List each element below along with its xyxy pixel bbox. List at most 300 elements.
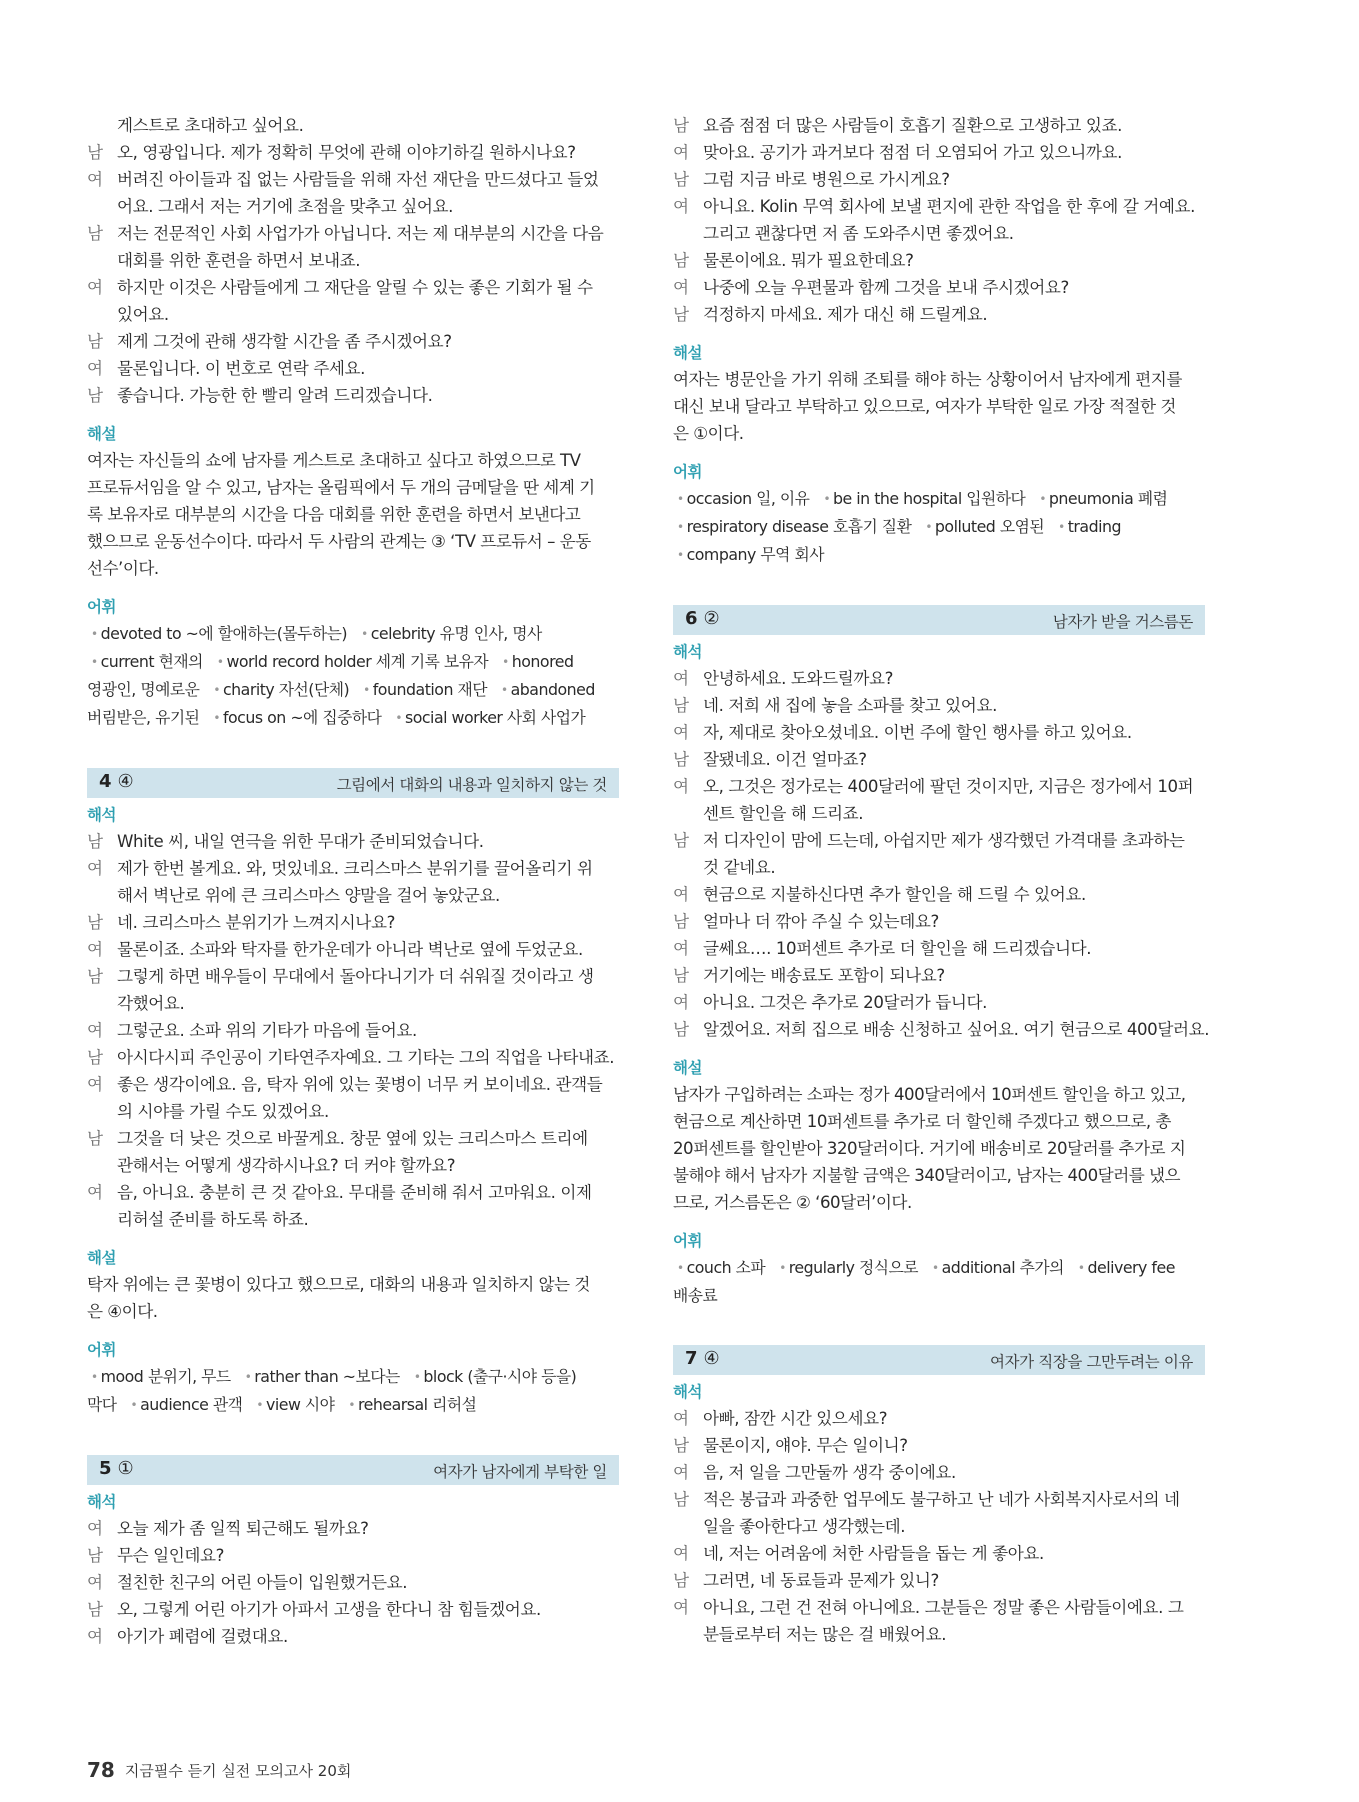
vocab-item: abandoned: [510, 680, 595, 699]
speaker-label: 여: [87, 170, 103, 189]
dialogue-text: 그렇게 하면 배우들이 무대에서 돌아다니기가 더 쉬워질 것이라고 생: [117, 967, 594, 986]
dialogue-line: [673, 935, 1205, 962]
vocab-item: company 무역 회사: [686, 545, 824, 564]
vocab-item: charity 자선(단체): [222, 680, 350, 699]
dialogue-text: 하지만 이것은 사람들에게 그 재단을 알릴 수 있는 좋은 기회가 될 수: [117, 278, 593, 297]
dialogue-line: [87, 355, 619, 382]
q5-explanation: [673, 366, 1205, 447]
dialogue-text: 음, 저 일을 그만둘까 생각 중이에요.: [703, 1463, 956, 1482]
vocab-item: delivery fee: [1087, 1258, 1175, 1277]
dialogue-text: 요즘 점점 더 많은 사람들이 호흡기 질환으로 고생하고 있죠.: [703, 116, 1122, 135]
q4-translation-heading: 해석: [87, 806, 116, 824]
dialogue-text: 오늘 제가 좀 일찍 퇴근해도 될까요?: [117, 1519, 369, 1538]
dialogue-text: 리허설 준비를 하도록 하죠.: [117, 1210, 309, 1229]
speaker-label: 남: [673, 251, 689, 270]
dialogue-text: 버려진 아이들과 집 없는 사람들을 위해 자선 재단을 만드셨다고 들었: [117, 170, 599, 189]
q3-dialogue: [87, 112, 619, 409]
question-title: 여자가 남자에게 부탁한 일: [433, 1463, 607, 1481]
vocab-item: 막다: [87, 1395, 117, 1414]
speaker-label: 여: [673, 939, 689, 958]
speaker-label: 여: [87, 1573, 103, 1592]
speaker-label: 여: [673, 723, 689, 742]
dialogue-text: 그리고 괜찮다면 저 좀 도와주시면 좋겠어요.: [703, 224, 1014, 243]
vocab-item: honored: [511, 652, 574, 671]
dialogue-text: 적은 봉급과 과중한 업무에도 불구하고 난 네가 사회복지사로서의 네: [703, 1490, 1180, 1509]
dialogue-line: [87, 1125, 619, 1152]
speaker-label: 여: [673, 278, 689, 297]
dialogue-line: [87, 828, 619, 855]
explanation-line: 했으므로 운동선수이다. 따라서 두 사람의 관계는 ③ ‘TV 프로듀서 – 운동: [87, 532, 591, 551]
vocab-item: polluted 오염된: [934, 517, 1045, 536]
dialogue-line: [87, 382, 619, 409]
question-number: 5 ①: [99, 1458, 134, 1479]
dialogue-line: [673, 1567, 1205, 1594]
dialogue-line: [673, 1486, 1205, 1513]
explanation-line: 여자는 자신들의 쇼에 남자를 게스트로 초대하고 싶다고 하였으므로 TV: [87, 451, 581, 470]
dialogue-text: 그것을 더 낮은 것으로 바꿀게요. 창문 옆에 있는 크리스마스 트리에: [117, 1129, 588, 1148]
dialogue-text: 음, 아니요. 충분히 큰 것 같아요. 무대를 준비해 줘서 고마워요. 이제: [117, 1183, 592, 1202]
right-column: [673, 112, 1210, 1648]
bullet-icon: •: [363, 683, 370, 697]
q3-explanation: [87, 447, 619, 582]
dialogue-text: 제게 그것에 관해 생각할 시간을 좀 주시겠어요?: [117, 332, 452, 351]
q3-vocab-heading: 어휘: [87, 598, 116, 616]
dialogue-line: [87, 166, 619, 193]
dialogue-text: 대회를 위한 훈련을 하면서 보내죠.: [117, 251, 361, 270]
dialogue-text: 물론이에요. 뭐가 필요한데요?: [703, 251, 914, 270]
dialogue-line: [673, 1405, 1205, 1432]
bullet-icon: •: [256, 1398, 263, 1412]
speaker-label: 남: [87, 1600, 103, 1619]
dialogue-line: [673, 1016, 1210, 1043]
vocab-item: devoted to ~에 할애하는(몰두하는): [100, 624, 348, 643]
dialogue-text: 무슨 일인데요?: [117, 1546, 225, 1565]
dialogue-text: 잘됐네요. 이건 얼마죠?: [703, 750, 867, 769]
explanation-line: 대신 보내 달라고 부탁하고 있으므로, 여자가 부탁한 일로 가장 적절한 것: [673, 397, 1176, 416]
dialogue-line: [87, 936, 619, 963]
explanation-line: 선수’이다.: [87, 559, 159, 578]
dialogue-line: [673, 1459, 1205, 1486]
bullet-icon: •: [677, 492, 684, 506]
dialogue-text: 자, 제대로 찾아오셨네요. 이번 주에 할인 행사를 하고 있어요.: [703, 723, 1132, 742]
speaker-label: 여: [87, 278, 103, 297]
bullet-icon: •: [213, 711, 220, 725]
speaker-label: 남: [673, 831, 689, 850]
vocab-item: trading: [1067, 517, 1122, 536]
vocab-item: world record holder 세계 기록 보유자: [226, 652, 489, 671]
dialogue-text: 좋습니다. 가능한 한 빨리 알려 드리겠습니다.: [117, 386, 433, 405]
dialogue-line: [87, 328, 619, 355]
dialogue-line: [673, 719, 1205, 746]
q6-explanation: [673, 1081, 1205, 1216]
vocab-item: current 현재의: [100, 652, 203, 671]
speaker-label: 여: [87, 1519, 103, 1538]
dialogue-text: 오, 영광입니다. 제가 정확히 무엇에 관해 이야기하길 원하시나요?: [117, 143, 576, 162]
vocab-item: mood 분위기, 무드: [100, 1367, 231, 1386]
bullet-icon: •: [1077, 1261, 1085, 1275]
explanation-line: 므로, 거스름돈은 ② ‘60달러’이다.: [673, 1193, 912, 1212]
speaker-label: 남: [673, 966, 689, 985]
dialogue-text: 의 시야를 가릴 수도 있겠어요.: [117, 1102, 329, 1121]
dialogue-line: [87, 1098, 619, 1125]
speaker-label: 여: [673, 197, 689, 216]
bullet-icon: •: [925, 520, 932, 534]
dialogue-line: [87, 193, 619, 220]
vocab-item: pneumonia 폐렴: [1048, 489, 1168, 508]
q4-explanation: [87, 1271, 619, 1325]
bullet-icon: •: [677, 548, 684, 562]
explanation-line: 탁자 위에는 큰 꽃병이 있다고 했으므로, 대화의 내용과 일치하지 않는 것: [87, 1275, 590, 1294]
vocab-item: regularly 정식으로: [788, 1258, 919, 1277]
dialogue-text: 물론이지, 얘야. 무슨 일이니?: [703, 1436, 908, 1455]
dialogue-line: [673, 746, 1205, 773]
dialogue-text: White 씨, 내일 연극을 위한 무대가 준비되었습니다.: [117, 832, 484, 851]
q5-vocab: [673, 485, 1205, 569]
bullet-icon: •: [91, 627, 98, 641]
speaker-label: 여: [87, 1075, 103, 1094]
dialogue-line: [673, 773, 1205, 800]
explanation-line: 여자는 병문안을 가기 위해 조퇴를 해야 하는 상황이어서 남자에게 편지를: [673, 370, 1182, 389]
speaker-label: 여: [673, 143, 689, 162]
dialogue-text: 오, 그것은 정가로는 400달러에 팔던 것이지만, 지금은 정가에서 10퍼: [703, 777, 1194, 796]
answer-mark: ④: [703, 1348, 720, 1369]
dialogue-text: 물론입니다. 이 번호로 연락 주세요.: [117, 359, 366, 378]
dialogue-line: [673, 1513, 1205, 1540]
dialogue-text: 저는 전문적인 사회 사업가가 아닙니다. 저는 제 대부분의 시간을 다음: [117, 224, 604, 243]
question-7-header: [673, 1345, 1205, 1375]
dialogue-line: [87, 909, 619, 936]
vocab-item: block (출구·시야 등을): [423, 1367, 577, 1386]
speaker-label: 남: [87, 143, 103, 162]
dialogue-text: 얼마나 더 깎아 주실 수 있는데요?: [703, 912, 939, 931]
dialogue-text: 물론이죠. 소파와 탁자를 한가운데가 아니라 벽난로 옆에 두었군요.: [117, 940, 583, 959]
vocab-item: audience 관객: [140, 1395, 243, 1414]
q5-explanation-heading: 해설: [673, 344, 702, 362]
dialogue-text: 아니요. 그것은 추가로 20달러가 듭니다.: [703, 993, 988, 1012]
speaker-label: 여: [87, 359, 103, 378]
speaker-label: 여: [87, 1021, 103, 1040]
bullet-icon: •: [348, 1398, 355, 1412]
dialogue-text: 있어요.: [117, 305, 169, 324]
speaker-label: 남: [87, 386, 103, 405]
question-title: 남자가 받을 거스름돈: [1052, 613, 1193, 631]
speaker-label: 남: [673, 305, 689, 324]
q5-dialogue-cont: [673, 112, 1205, 328]
vocab-line: [673, 513, 1205, 541]
dialogue-text: 맞아요. 공기가 과거보다 점점 더 오염되어 가고 있으니까요.: [703, 143, 1122, 162]
dialogue-line: [673, 1432, 1205, 1459]
dialogue-text: 좋은 생각이에요. 음, 탁자 위에 있는 꽃병이 너무 커 보이네요. 관객들: [117, 1075, 603, 1094]
vocab-item: occasion 일, 이유: [686, 489, 810, 508]
speaker-label: 여: [87, 1627, 103, 1646]
dialogue-line: [673, 989, 1205, 1016]
bullet-icon: •: [932, 1261, 939, 1275]
explanation-line: 현금으로 계산하면 10퍼센트를 추가로 더 할인해 주겠다고 했으므로, 총: [673, 1112, 1171, 1131]
dialogue-text: 네. 크리스마스 분위기가 느껴지시나요?: [117, 913, 395, 932]
vocab-item: foundation 재단: [372, 680, 487, 699]
bullet-icon: •: [779, 1261, 786, 1275]
dialogue-line: [87, 1596, 619, 1623]
vocab-line: [87, 1391, 619, 1419]
explanation-line: 록 보유자로 대부분의 시간을 다음 대회를 위한 훈련을 하면서 보낸다고: [87, 505, 581, 524]
question-title: 그림에서 대화의 내용과 일치하지 않는 것: [336, 776, 607, 794]
answer-mark: ①: [117, 1458, 134, 1479]
dialogue-text: 네, 저는 어려움에 처한 사람들을 돕는 게 좋아요.: [703, 1544, 1044, 1563]
dialogue-text: 거기에는 배송료도 포함이 되나요?: [703, 966, 945, 985]
dialogue-line: [673, 247, 1205, 274]
q6-vocab: [673, 1254, 1205, 1309]
vocab-item: additional 추가의: [941, 1258, 1064, 1277]
explanation-line: 20퍼센트를 할인받아 320달러이다. 거기에 배송비로 20달러를 추가로 지: [673, 1139, 1186, 1158]
speaker-label: 여: [673, 1463, 689, 1482]
bullet-icon: •: [213, 683, 220, 697]
answer-mark: ②: [703, 608, 720, 629]
dialogue-line: [87, 855, 619, 882]
bullet-icon: •: [677, 1261, 684, 1275]
dialogue-line: [673, 908, 1205, 935]
vocab-line: [673, 485, 1205, 513]
speaker-label: 남: [673, 116, 689, 135]
q5-translation-heading: 해석: [87, 1493, 116, 1511]
bullet-icon: •: [1058, 520, 1065, 534]
dialogue-text: 일을 좋아한다고 생각했는데.: [703, 1517, 906, 1536]
vocab-item: social worker 사회 사업가: [404, 708, 586, 727]
dialogue-line: [87, 139, 619, 166]
speaker-label: 여: [87, 859, 103, 878]
dialogue-line: [673, 193, 1205, 220]
speaker-label: 남: [673, 1571, 689, 1590]
vocab-line: [87, 1363, 619, 1391]
dialogue-line: [87, 990, 619, 1017]
dialogue-line: [673, 962, 1205, 989]
dialogue-line: [673, 1621, 1205, 1648]
speaker-label: 남: [87, 332, 103, 351]
page-number: 78: [87, 1758, 115, 1782]
speaker-label: 여: [87, 940, 103, 959]
speaker-label: 남: [87, 913, 103, 932]
speaker-label: 여: [673, 1544, 689, 1563]
question-6-header: [673, 605, 1205, 635]
dialogue-text: 관해서는 어떻게 생각하시나요? 더 커야 할까요?: [117, 1156, 456, 1175]
dialogue-line: [673, 274, 1205, 301]
vocab-line: [87, 676, 619, 704]
dialogue-text: 그렇군요. 소파 위의 기타가 마음에 들어요.: [117, 1021, 417, 1040]
vocab-line: [673, 541, 1205, 569]
dialogue-line: [673, 301, 1205, 328]
book-title: 지금필수 듣기 실전 모의고사 20회: [124, 1762, 352, 1780]
dialogue-line: [673, 1594, 1205, 1621]
vocab-item: rather than ~보다는: [254, 1367, 400, 1386]
vocab-item: focus on ~에 집중하다: [222, 708, 382, 727]
bullet-icon: •: [130, 1398, 138, 1412]
dialogue-text: 제가 한번 볼게요. 와, 멋있네요. 크리스마스 분위기를 끌어올리기 위: [117, 859, 593, 878]
dialogue-line: [87, 1071, 619, 1098]
dialogue-text: 각했어요.: [117, 994, 185, 1013]
dialogue-text: 걱정하지 마세요. 제가 대신 해 드릴게요.: [703, 305, 988, 324]
speaker-label: 남: [673, 1490, 689, 1509]
dialogue-text: 아니요. Kolin 무역 회사에 보낼 편지에 관한 작업을 한 후에 갈 거예요.: [703, 197, 1196, 216]
dialogue-text: 안녕하세요. 도와드릴까요?: [703, 669, 894, 688]
bullet-icon: •: [823, 492, 831, 506]
dialogue-line: [87, 882, 619, 909]
bullet-icon: •: [395, 711, 402, 725]
dialogue-text: 아기가 폐렴에 걸렸대요.: [117, 1627, 288, 1646]
dialogue-text: 것 같네요.: [703, 858, 776, 877]
vocab-line: [87, 704, 619, 732]
dialogue-text: 어요. 그래서 저는 거기에 초점을 맞추고 싶어요.: [117, 197, 453, 216]
explanation-line: 은 ①이다.: [673, 424, 744, 443]
speaker-label: 여: [673, 1598, 689, 1617]
speaker-label: 남: [87, 1129, 103, 1148]
vocab-item: respiratory disease 호흡기 질환: [686, 517, 912, 536]
dialogue-text: 분들로부터 저는 많은 걸 배웠어요.: [703, 1625, 947, 1644]
q4-explanation-heading: 해설: [87, 1249, 116, 1267]
bullet-icon: •: [216, 655, 224, 669]
speaker-label: 남: [673, 912, 689, 931]
dialogue-line: [673, 166, 1205, 193]
question-5-header: [87, 1455, 619, 1485]
q4-vocab-heading: 어휘: [87, 1341, 116, 1359]
explanation-line: 프로듀서임을 알 수 있고, 남자는 올림픽에서 두 개의 금메달을 딴 세계 기: [87, 478, 595, 497]
answer-mark: ④: [117, 771, 134, 792]
bullet-icon: •: [361, 627, 368, 641]
left-column: [87, 112, 619, 1650]
speaker-label: 여: [673, 669, 689, 688]
speaker-label: 남: [673, 696, 689, 715]
bullet-icon: •: [91, 1370, 98, 1384]
dialogue-line: [87, 1542, 619, 1569]
explanation-line: 은 ④이다.: [87, 1302, 158, 1321]
vocab-line: [87, 648, 619, 676]
speaker-label: 여: [673, 993, 689, 1012]
q7-dialogue: [673, 1405, 1205, 1648]
page-footer: [87, 1758, 351, 1782]
q7-translation-heading: 해석: [673, 1383, 702, 1401]
dialogue-text: 오, 그렇게 어린 아기가 아파서 고생을 한다니 참 힘들겠어요.: [117, 1600, 541, 1619]
dialogue-text: 게스트로 초대하고 싶어요.: [117, 116, 304, 135]
speaker-label: 여: [673, 885, 689, 904]
dialogue-line: [87, 1515, 619, 1542]
q4-dialogue: [87, 828, 619, 1233]
question-number: 6 ②: [685, 608, 720, 629]
speaker-label: 남: [673, 1020, 689, 1039]
vocab-item: 배송료: [673, 1286, 718, 1305]
dialogue-line: [673, 692, 1205, 719]
explanation-line: 남자가 구입하려는 소파는 정가 400달러에서 10퍼센트 할인을 하고 있고,: [673, 1085, 1186, 1104]
dialogue-text: 아니요, 그런 건 전혀 아니에요. 그분들은 정말 좋은 사람들이에요. 그: [703, 1598, 1184, 1617]
speaker-label: 남: [673, 170, 689, 189]
dialogue-text: 센트 할인을 해 드리죠.: [703, 804, 864, 823]
speaker-label: 남: [673, 750, 689, 769]
speaker-label: 여: [673, 777, 689, 796]
dialogue-text: 나중에 오늘 우편물과 함께 그것을 보내 주시겠어요?: [703, 278, 1069, 297]
explanation-line: 불해야 해서 남자가 지불할 금액은 340달러이고, 남자는 400달러를 냈으: [673, 1166, 1181, 1185]
bullet-icon: •: [91, 655, 98, 669]
dialogue-text: 해서 벽난로 위에 큰 크리스마스 양말을 걸어 놓았군요.: [117, 886, 500, 905]
question-number: 4 ④: [99, 771, 134, 792]
question-number: 7 ④: [685, 1348, 720, 1369]
dialogue-line: [673, 112, 1205, 139]
dialogue-text: 아시다시피 주인공이 기타연주자예요. 그 기타는 그의 직업을 나타내죠.: [117, 1048, 615, 1067]
bullet-icon: •: [677, 520, 684, 534]
dialogue-line: [87, 112, 619, 139]
dialogue-line: [87, 247, 619, 274]
dialogue-line: [673, 827, 1205, 854]
dialogue-text: 그럼 지금 바로 병원으로 가시게요?: [703, 170, 950, 189]
vocab-item: celebrity 유명 인사, 명사: [370, 624, 542, 643]
dialogue-line: [87, 1206, 619, 1233]
dialogue-line: [87, 1179, 619, 1206]
bullet-icon: •: [244, 1370, 252, 1384]
dialogue-text: 네. 저희 새 집에 놓을 소파를 찾고 있어요.: [703, 696, 997, 715]
speaker-label: 여: [87, 1183, 103, 1202]
vocab-item: 버림받은, 유기된: [87, 708, 200, 727]
dialogue-text: 알겠어요. 저희 집으로 배송 신청하고 싶어요. 여기 현금으로 400달러요.: [703, 1020, 1210, 1039]
vocab-line: [87, 620, 619, 648]
dialogue-line: [673, 854, 1205, 881]
dialogue-line: [87, 1623, 619, 1650]
question-4-header: [87, 768, 619, 798]
bullet-icon: •: [1039, 492, 1046, 506]
q6-explanation-heading: 해설: [673, 1059, 702, 1077]
dialogue-line: [673, 139, 1205, 166]
q6-translation-heading: 해석: [673, 643, 702, 661]
bullet-icon: •: [502, 655, 509, 669]
dialogue-text: 그러면, 네 동료들과 문제가 있니?: [703, 1571, 939, 1590]
dialogue-text: 글쎄요…. 10퍼센트 추가로 더 할인을 해 드리겠습니다.: [703, 939, 1092, 958]
speaker-label: 남: [87, 1546, 103, 1565]
q5-dialogue: [87, 1515, 619, 1650]
dialogue-line: [87, 1017, 619, 1044]
speaker-label: 남: [87, 1048, 103, 1067]
dialogue-text: 절친한 친구의 어린 아들이 입원했거든요.: [117, 1573, 408, 1592]
speaker-label: 남: [87, 224, 103, 243]
dialogue-line: [87, 1152, 619, 1179]
dialogue-text: 저 디자인이 맘에 드는데, 아쉽지만 제가 생각했던 가격대를 초과하는: [703, 831, 1185, 850]
dialogue-line: [87, 220, 619, 247]
dialogue-text: 아빠, 잠깐 시간 있으세요?: [703, 1409, 888, 1428]
dialogue-line: [87, 1044, 619, 1071]
q3-explanation-heading: 해설: [87, 425, 116, 443]
question-title: 여자가 직장을 그만두려는 이유: [989, 1353, 1193, 1371]
bullet-icon: •: [501, 683, 508, 697]
speaker-label: 여: [673, 1409, 689, 1428]
dialogue-line: [673, 665, 1205, 692]
q6-vocab-heading: 어휘: [673, 1232, 702, 1250]
vocab-line: [673, 1282, 1205, 1309]
dialogue-line: [87, 274, 619, 301]
dialogue-line: [673, 1540, 1205, 1567]
dialogue-line: [87, 963, 619, 990]
bullet-icon: •: [413, 1370, 421, 1384]
speaker-label: 남: [87, 967, 103, 986]
dialogue-line: [87, 301, 619, 328]
vocab-item: 영광인, 명예로운: [87, 680, 200, 699]
dialogue-line: [673, 800, 1205, 827]
dialogue-line: [673, 220, 1205, 247]
q3-vocab: [87, 620, 619, 732]
vocab-item: view 시야: [265, 1395, 335, 1414]
speaker-label: 남: [87, 832, 103, 851]
dialogue-line: [87, 1569, 619, 1596]
vocab-item: rehearsal 리허설: [357, 1395, 477, 1414]
q6-dialogue: [673, 665, 1210, 1043]
speaker-label: 남: [673, 1436, 689, 1455]
vocab-item: couch 소파: [686, 1258, 766, 1277]
vocab-line: [673, 1254, 1205, 1282]
q5-vocab-heading: 어휘: [673, 463, 702, 481]
dialogue-line: [673, 881, 1205, 908]
